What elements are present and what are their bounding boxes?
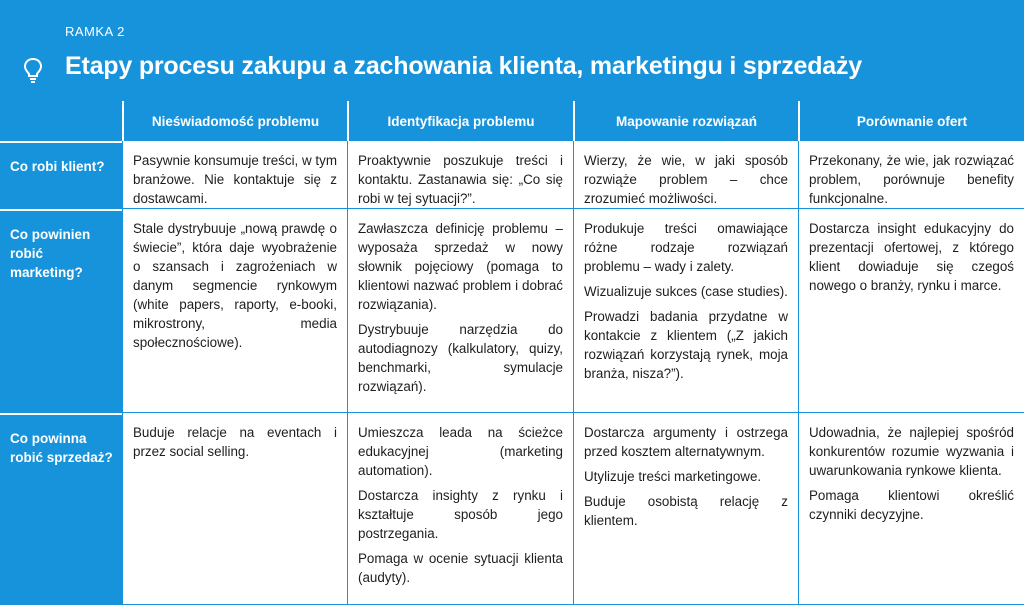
column-header: Mapowanie rozwiązań	[573, 101, 798, 141]
page-title: Etapy procesu zakupu a zachowania klienta, marketingu i sprzedaży	[65, 52, 862, 80]
column-header: Identyfikacja problemu	[347, 101, 573, 141]
table-cell	[347, 209, 573, 413]
cell-text: Pomaga w ocenie sytuacji klienta (audyty).	[358, 551, 563, 585]
table-cell	[347, 141, 573, 209]
row-header: Co powinna robić sprzedaż?	[0, 413, 122, 605]
table-cell	[122, 413, 347, 605]
table-cell	[573, 209, 798, 413]
cell-text: Pomaga klientowi określić czynniki decyzyjne.	[809, 488, 1014, 522]
table-cell	[573, 141, 798, 209]
row-header: Co robi klient?	[0, 141, 122, 209]
row-header: Co powinien robić marketing?	[0, 209, 122, 413]
cell-text: Dystrybuuje narzędzia do autodiagnozy (kalkulatory, quizy, benchmarki, symulacje rozwiązań).	[358, 322, 563, 394]
column-header: Porównanie ofert	[798, 101, 1024, 141]
frame-label: RAMKA 2	[65, 24, 125, 39]
table-cell	[798, 209, 1024, 413]
cell-text: Zawłaszcza definicję problemu – wyposaża sprzedaż w nowy słownik pojęciowy (pomaga to klientowi nazwać problem i dobrać rozwiązania).	[358, 221, 563, 312]
cell-text: Dostarcza argumenty i ostrzega przed kosztem alternatywnym.	[584, 425, 788, 459]
cell-text: Proaktywnie poszukuje treści i kontaktu. Zastanawia się: „Co się robi w tej sytuacji?”.	[358, 153, 563, 206]
cell-text: Produkuje treści omawiające różne rodzaje rozwiązań problemu – wady i zalety.	[584, 221, 788, 274]
cell-text: Prowadzi badania przydatne w kontakcie z klientem („Z jakich rozwiązań korzystają rynek, moja branża, nisza?”).	[584, 309, 788, 381]
table-corner	[0, 101, 122, 141]
cell-text: Dostarcza insight edukacyjny do prezentacji ofertowej, z którego klient dowiaduje się czegoś nowego o branży, rynku i marce.	[809, 221, 1014, 293]
cell-text: Umieszcza leada na ścieżce edukacyjnej (marketing automation).	[358, 425, 563, 478]
header-banner	[0, 0, 1024, 101]
cell-text: Buduje osobistą relację z klientem.	[584, 494, 788, 528]
cell-text: Dostarcza insighty z rynku i kształtuje sposób jego postrzegania.	[358, 488, 563, 541]
table-cell	[122, 209, 347, 413]
stages-table	[0, 101, 1024, 605]
cell-text: Wizualizuje sukces (case studies).	[584, 284, 788, 299]
column-header: Nieświadomość problemu	[122, 101, 347, 141]
table-cell	[798, 413, 1024, 605]
cell-text: Wierzy, że wie, w jaki sposób rozwiąże problem – chce zrozumieć możliwości.	[584, 153, 788, 206]
cell-text: Przekonany, że wie, jak rozwiązać problem, porównuje benefity funkcjonalne.	[809, 153, 1014, 206]
cell-text: Utylizuje treści marketingowe.	[584, 469, 762, 484]
cell-text: Udowadnia, że najlepiej spośród konkurentów rozumie wyzwania i uwarunkowania rynkowe klienta.	[809, 425, 1014, 478]
table-cell	[798, 141, 1024, 209]
table-cell	[122, 141, 347, 209]
cell-text: Pasywnie konsumuje treści, w tym branżowe. Nie kontaktuje się z dostawcami.	[133, 153, 337, 206]
table-cell	[573, 413, 798, 605]
cell-text: Stale dystrybuuje „nową prawdę o świecie”, która daje wyobrażenie o szansach i zagrożeniach w danym segmencie rynkowym (white papers, raporty, e-booki, mikrostrony, media społecznościowe).	[133, 221, 337, 350]
lightbulb-icon	[22, 57, 44, 83]
cell-text: Buduje relacje na eventach i przez social selling.	[133, 425, 337, 459]
table-cell	[347, 413, 573, 605]
